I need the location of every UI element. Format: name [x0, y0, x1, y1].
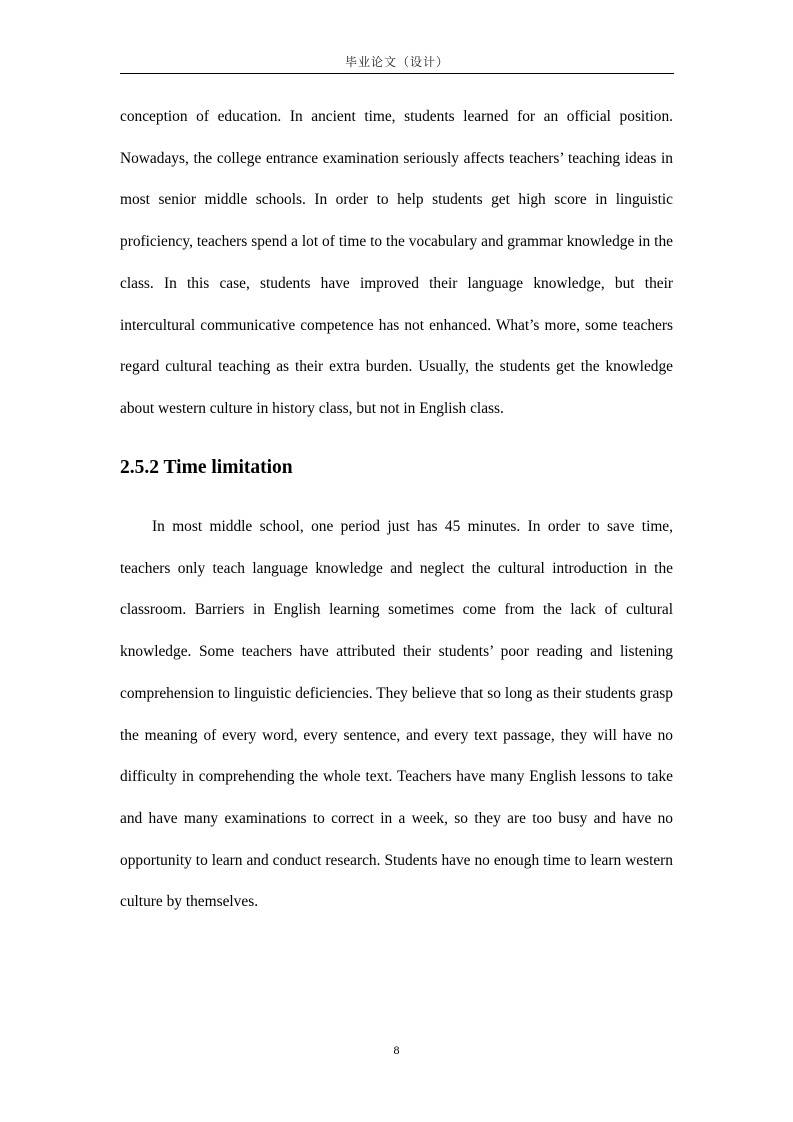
body-paragraph-time-limitation: In most middle school, one period just has 45 minutes. In order to save time, teachers only teach language knowledge and neglect the cultural introduction in the classroom. Barriers in English learning sometimes come from the lack of cultural knowledge. Some teachers have attributed their students’ poor reading and listening comprehension to linguistic deficiencies. They believe that so long as their students grasp the meaning of every word, every sentence, and every text passage, they will have no difficulty in comprehending the whole text. Teachers have many English lessons to take and have many examinations to correct in a week, so they are too busy and have no opportunity to learn and conduct research. Students have no enough time to learn western culture by themselves. [120, 518, 673, 911]
header-divider [120, 73, 674, 74]
page-number: 8 [393, 1043, 400, 1057]
page-header-title: 毕业论文（设计） [344, 55, 449, 69]
section-heading: 2.5.2 Time limitation [120, 457, 293, 478]
body-paragraph-continued: conception of education. In ancient time, students learned for an official position. Nowadays, the college entrance examination seriously affects teachers’ teaching ideas in most senior middle schools. In order to help students get high score in linguistic proficiency, teachers spend a lot of time to the vocabulary and grammar knowledge in the class. In this case, students have improved their language knowledge, but their intercultural communicative competence has not enhanced. What’s more, some teachers regard cultural teaching as their extra burden. Usually, the students get the knowledge about western culture in history class, but not in English class. [120, 108, 673, 417]
